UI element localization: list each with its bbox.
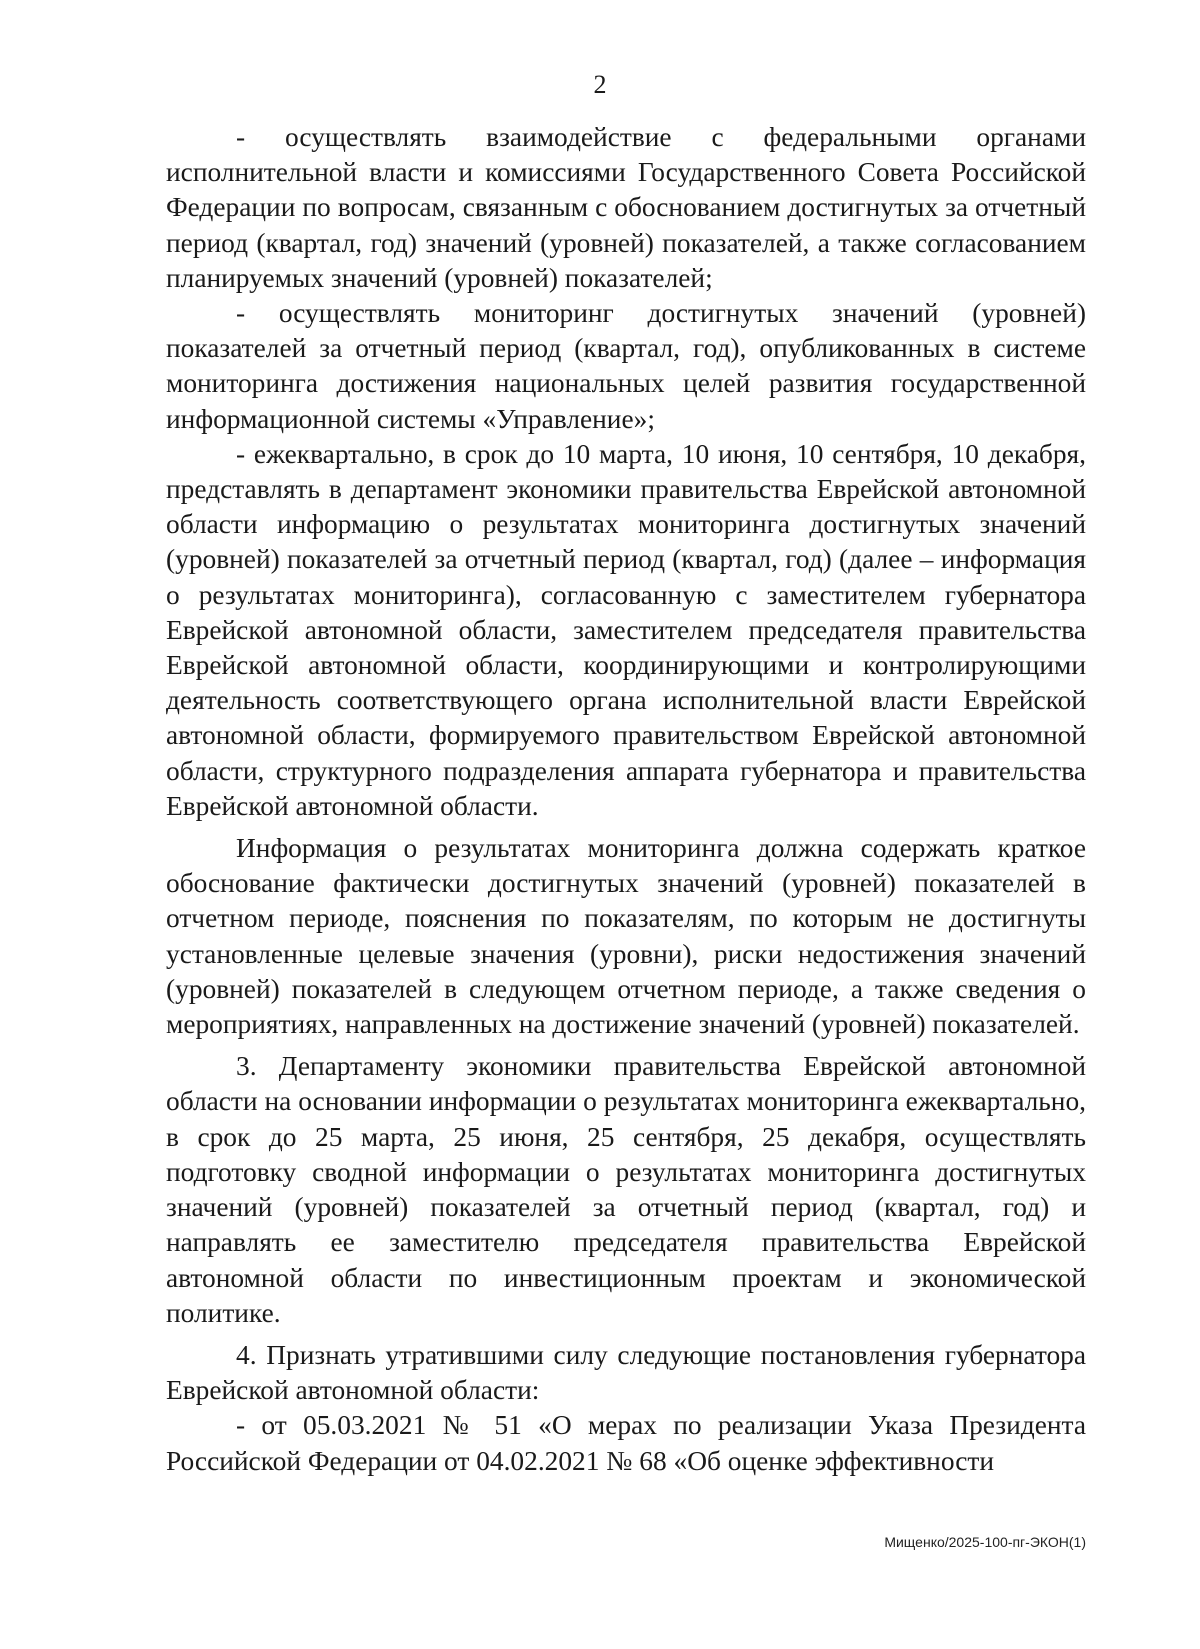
paragraph-quarterly-report: - ежеквартально, в срок до 10 марта, 10 июня, 10 сентября, 10 декабря, представлять в департамент экономики правительства Еврейской автономной области информацию о результатах мониторинга достигнутых значений (уровней) показателей за отчетный период (квартал, год) (далее – информация о результатах мониторинга), согласованную с заместителем губернатора Еврейской автономной области, заместителем председателя правительства Еврейской автономной области, координирующими и контролирующими деятельность соответствующего органа исполнительной власти Еврейской автономной области, формируемого правительством Еврейской автономной области, структурного подразделения аппарата губернатора и правительства Еврейской автономной области.: [166, 438, 1086, 821]
paragraph-item-3: 3. Департаменту экономики правительства Еврейской автономной области на основании информации о результатах мониторинга ежеквартально, в срок до 25 марта, 25 июня, 25 сентября, 25 декабря, осуществлять подготовку сводной информации о результатах мониторинга достигнутых значений (уровней) показателей за отчетный период (квартал, год) и направлять ее заместителю председателя правительства Еврейской автономной области по инвестиционным проектам и экономической политике.: [166, 1051, 1086, 1328]
paragraph-item-4: 4. Признать утратившими силу следующие постановления губернатора Еврейской автономной области:: [166, 1339, 1086, 1406]
page-number: 2: [593, 70, 607, 99]
paragraph-repeal-list-item: - от 05.03.2021 № 51 «О мерах по реализации Указа Президента Российской Федерации от 04.02.2021 № 68 «Об оценке эффективности: [166, 1410, 1086, 1476]
paragraph-interaction: - осуществлять взаимодействие с федеральными органами исполнительной власти и комиссиями Государственного Совета Российской Федерации по вопросам, связанным с обоснованием достигнутых за отчетный период (квартал, год) значений (уровней) показателей, а также согласованием планируемых значений (уровней) показателей;: [166, 122, 1086, 293]
document-body: [166, 120, 1086, 1479]
document-code-footer: Мищенко/2025-100-пг-ЭКОН(1): [884, 1534, 1086, 1550]
paragraph-monitoring-info: Информация о результатах мониторинга должна содержать краткое обоснование фактически достигнутых значений (уровней) показателей в отчетном периоде, пояснения по показателям, по которым не достигнуты установленные целевые значения (уровни), риски недостижения значений (уровней) показателей в следующем отчетном периоде, а также сведения о мероприятиях, направленных на достижение значений (уровней) показателей.: [166, 833, 1086, 1040]
paragraph-monitoring: - осуществлять мониторинг достигнутых значений (уровней) показателей за отчетный период (квартал, год), опубликованных в системе мониторинга достижения национальных целей развития государственной информационной системы «Управление»;: [166, 298, 1086, 434]
